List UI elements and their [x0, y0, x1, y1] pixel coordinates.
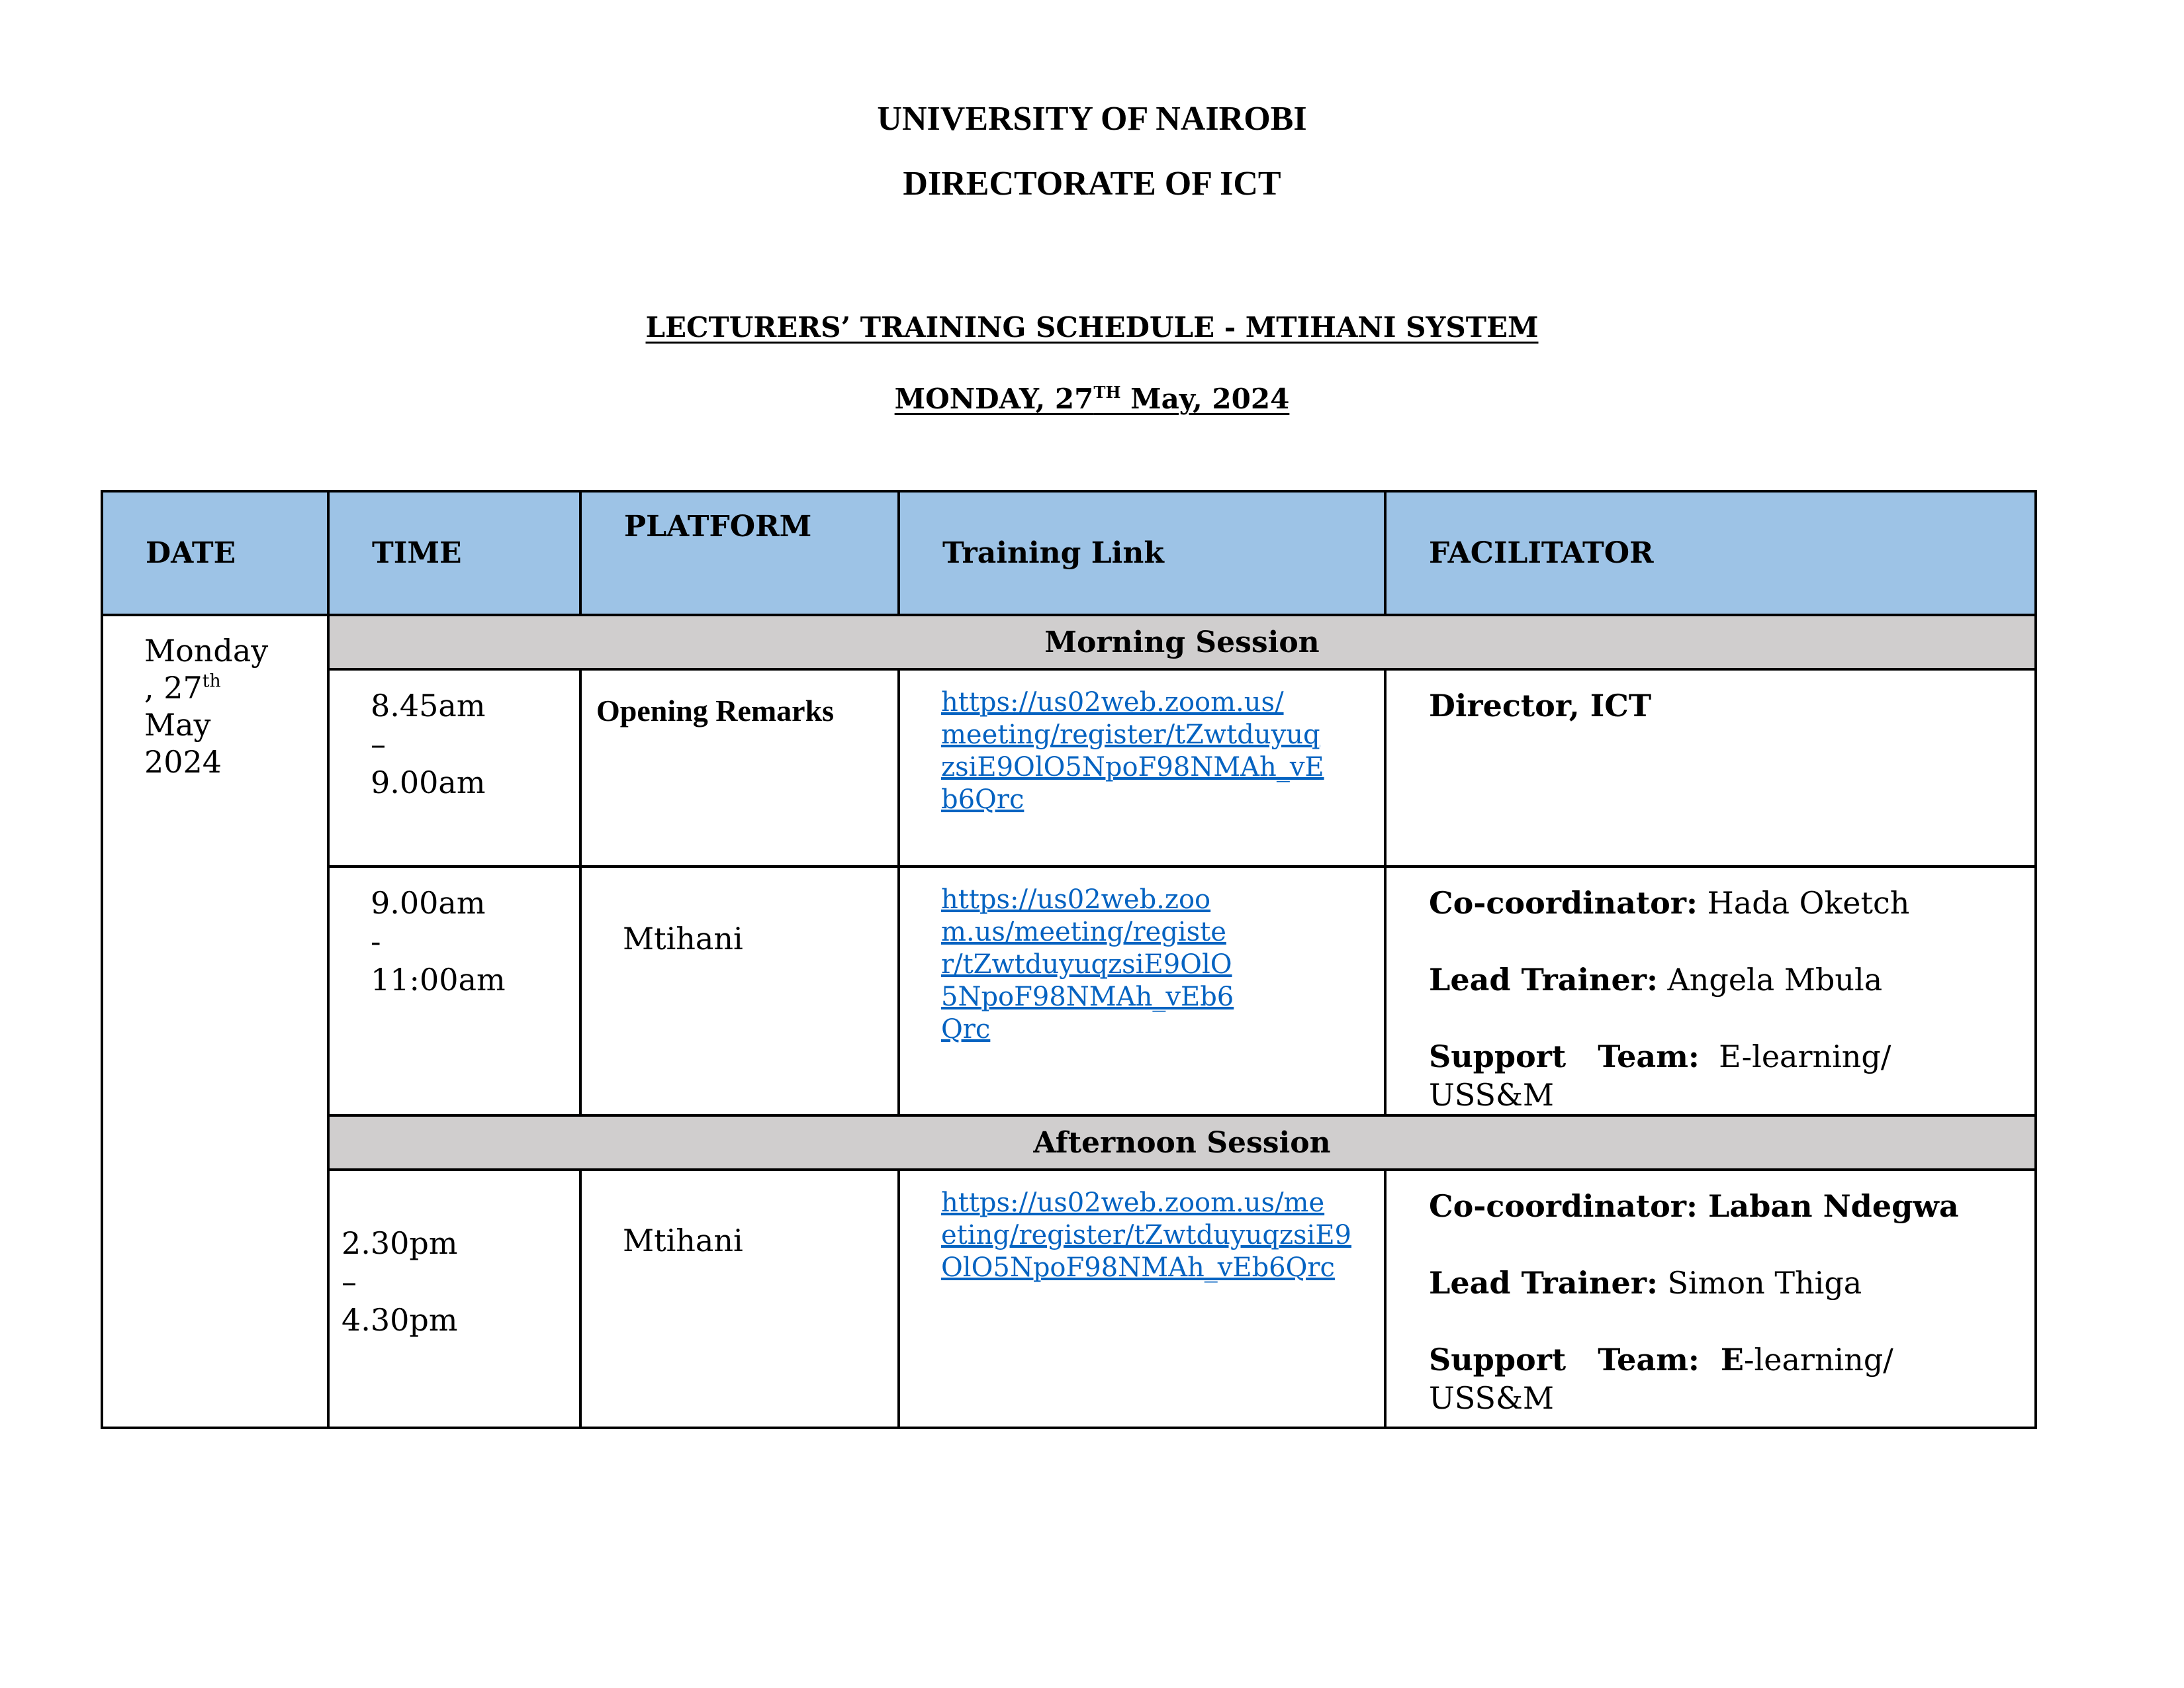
training-link[interactable]: https://us02web.zoo m.us/meeting/registe r/tZwtduyuqzsiE9OlO 5NpoF98NMAh_vEb6 Qrc: [899, 867, 1385, 1115]
training-schedule-table: [101, 490, 2037, 1429]
table-row: [102, 1170, 2036, 1428]
training-link[interactable]: https://us02web.zoom.us/ meeting/register/tZwtduyuq zsiE9OlO5NpoF98NMAh_vE b6Qrc: [899, 669, 1385, 867]
schedule-title: LECTURERS’ TRAINING SCHEDULE - MTIHANI SYSTEM: [645, 311, 1539, 344]
facilitator-cell: Co-coordinator: Laban Ndegwa Lead Trainer: Simon Thiga Support Team: E-learning/ USS&M: [1385, 1170, 2036, 1428]
header-date: DATE: [102, 491, 328, 615]
schedule-date: MONDAY, 27TH May, 2024: [894, 383, 1290, 415]
header-training-link: Training Link: [899, 491, 1385, 615]
table-row: [102, 867, 2036, 1115]
platform-cell: Opening Remarks: [580, 669, 899, 867]
morning-session-row: [102, 615, 2036, 669]
time-cell: 2.30pm – 4.30pm: [328, 1170, 580, 1428]
directorate-title: DIRECTORATE OF ICT: [903, 165, 1281, 203]
time-cell: 9.00am - 11:00am: [328, 867, 580, 1115]
morning-session-label: Morning Session: [328, 615, 2036, 669]
platform-cell: Mtihani: [580, 867, 899, 1115]
platform-cell: Mtihani: [580, 1170, 899, 1428]
header-time: TIME: [328, 491, 580, 615]
date-cell: Monday , 27th May 2024: [102, 615, 328, 1428]
university-title: UNIVERSITY OF NAIROBI: [877, 100, 1307, 138]
facilitator-cell: Director, ICT: [1385, 669, 2036, 867]
afternoon-session-row: [102, 1115, 2036, 1170]
training-link[interactable]: https://us02web.zoom.us/me eting/register/tZwtduyuqzsiE9 OlO5NpoF98NMAh_vEb6Qrc: [899, 1170, 1385, 1428]
table-row: [102, 669, 2036, 867]
afternoon-session-label: Afternoon Session: [328, 1115, 2036, 1170]
header-row: [102, 491, 2036, 615]
facilitator-cell: Co-coordinator: Hada Oketch Lead Trainer: Angela Mbula Support Team: E-learning/ USS&M: [1385, 867, 2036, 1115]
header-facilitator: FACILITATOR: [1385, 491, 2036, 615]
time-cell: 8.45am – 9.00am: [328, 669, 580, 867]
header-platform: PLATFORM: [580, 491, 899, 615]
